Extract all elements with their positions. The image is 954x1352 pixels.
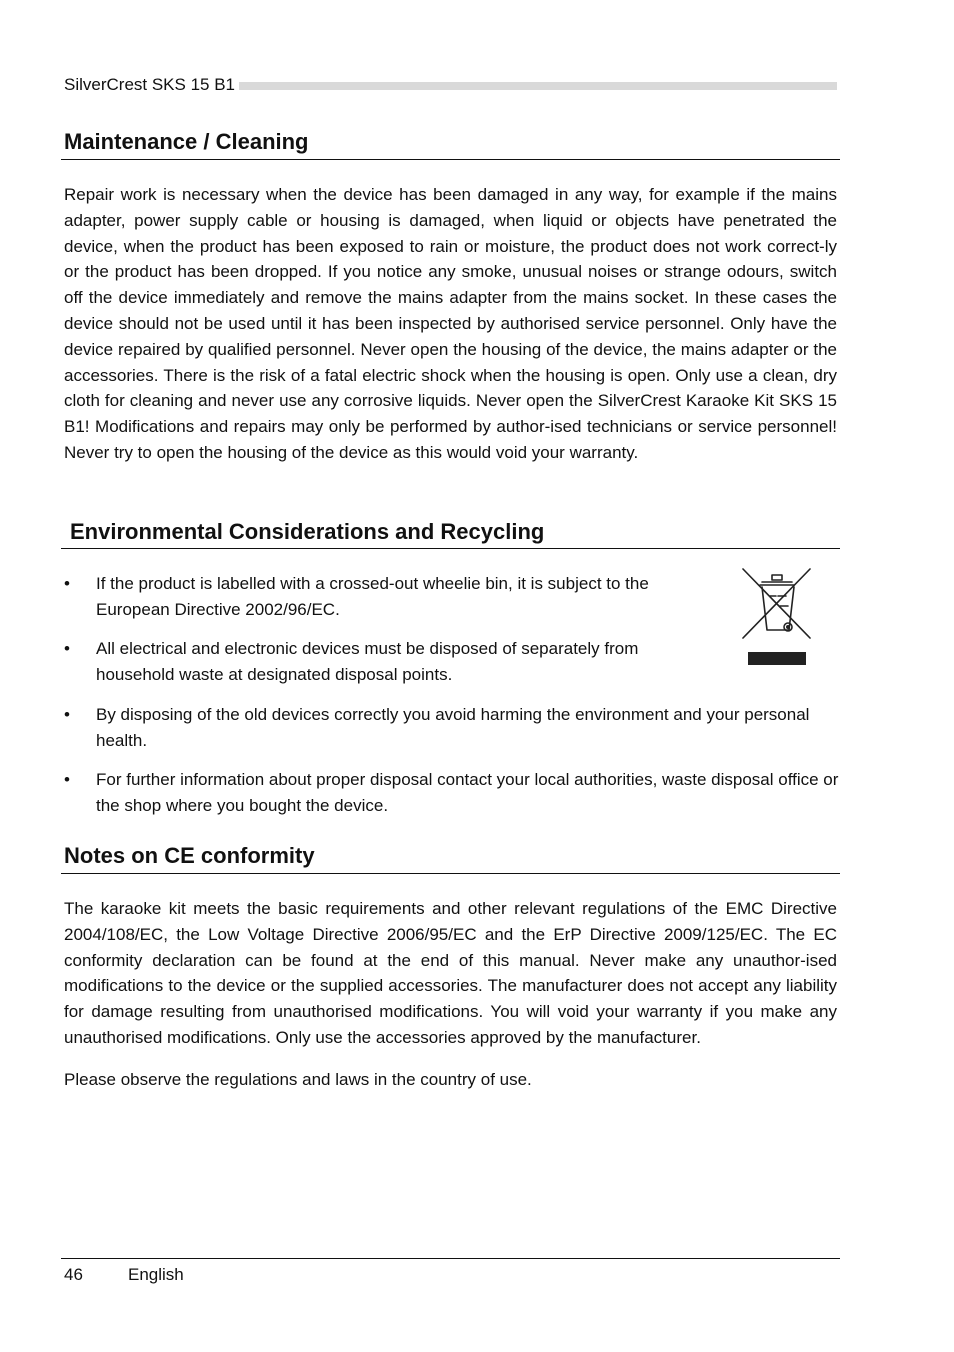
list-item-text: By disposing of the old devices correctly you avoid harming the environment and your personal health.	[96, 705, 810, 750]
page-number: 46	[64, 1265, 83, 1284]
bullet-marker: •	[64, 770, 70, 789]
crossed-out-wheelie-bin-icon	[740, 566, 814, 670]
footer-language: English	[128, 1265, 184, 1284]
environment-heading: Environmental Considerations and Recycling	[70, 519, 545, 544]
list-item-text: All electrical and electronic devices must be disposed of separately from household waste at designated disposal points.	[96, 639, 639, 684]
bullet-marker: •	[64, 639, 70, 658]
ce-paragraph: The karaoke kit meets the basic requirements and other relevant regulations of the EMC Directive 2004/108/EC, the Low Voltage Directive 2006/95/EC and the ErP Directive 2009/125/EC. The EC conformity declaration can be found at the end of this manual. Never make any unauthor-ised modifications to the device or the supplied accessories. The manufacturer does not accept any liability for damage resulting from unauthorised modifications. You will void your warranty if you make any unauthorised modifications. Only use the accessories approved by the manufacturer.	[64, 899, 837, 1047]
list-item-text: If the product is labelled with a crossed-out wheelie bin, it is subject to the European Directive 2002/96/EC.	[96, 574, 649, 619]
header-title: SilverCrest SKS 15 B1	[64, 75, 239, 95]
maintenance-heading-rule	[61, 159, 840, 160]
ce-heading: Notes on CE conformity	[64, 843, 315, 868]
ce-note: Please observe the regulations and laws in the country of use.	[64, 1070, 532, 1089]
maintenance-heading: Maintenance / Cleaning	[64, 129, 309, 154]
bullet-marker: •	[64, 705, 70, 724]
list-item-text: For further information about proper disposal contact your local authorities, waste disposal office or the shop where you bought the device.	[96, 770, 839, 815]
bullet-marker: •	[64, 574, 70, 593]
environment-heading-rule	[61, 548, 840, 549]
maintenance-paragraph: Repair work is necessary when the device has been damaged in any way, for example if the mains adapter, power supply cable or housing is damaged, when liquid or objects have penetrated the device, when the product has been exposed to rain or moisture, the product does not work correct-ly or the product has been dropped. If you notice any smoke, unusual noises or strange odours, switch off the device immediately and remove the mains adapter from the mains socket. In these cases the device should not be used until it has been inspected by authorised service personnel. Only have the device repaired by qualified personnel. Never open the housing of the device, the mains adapter or the accessories. There is the risk of a fatal electric shock when the housing is open. Only use a clean, dry cloth for cleaning and never use any corrosive liquids. Never open the SilverCrest Karaoke Kit SKS 15 B1! Modifications and repairs may only be performed by author-ised technicians or service personnel! Never try to open the housing of the device as this would void your warranty.	[64, 185, 837, 462]
footer-rule	[61, 1258, 840, 1259]
ce-heading-rule	[61, 873, 840, 874]
